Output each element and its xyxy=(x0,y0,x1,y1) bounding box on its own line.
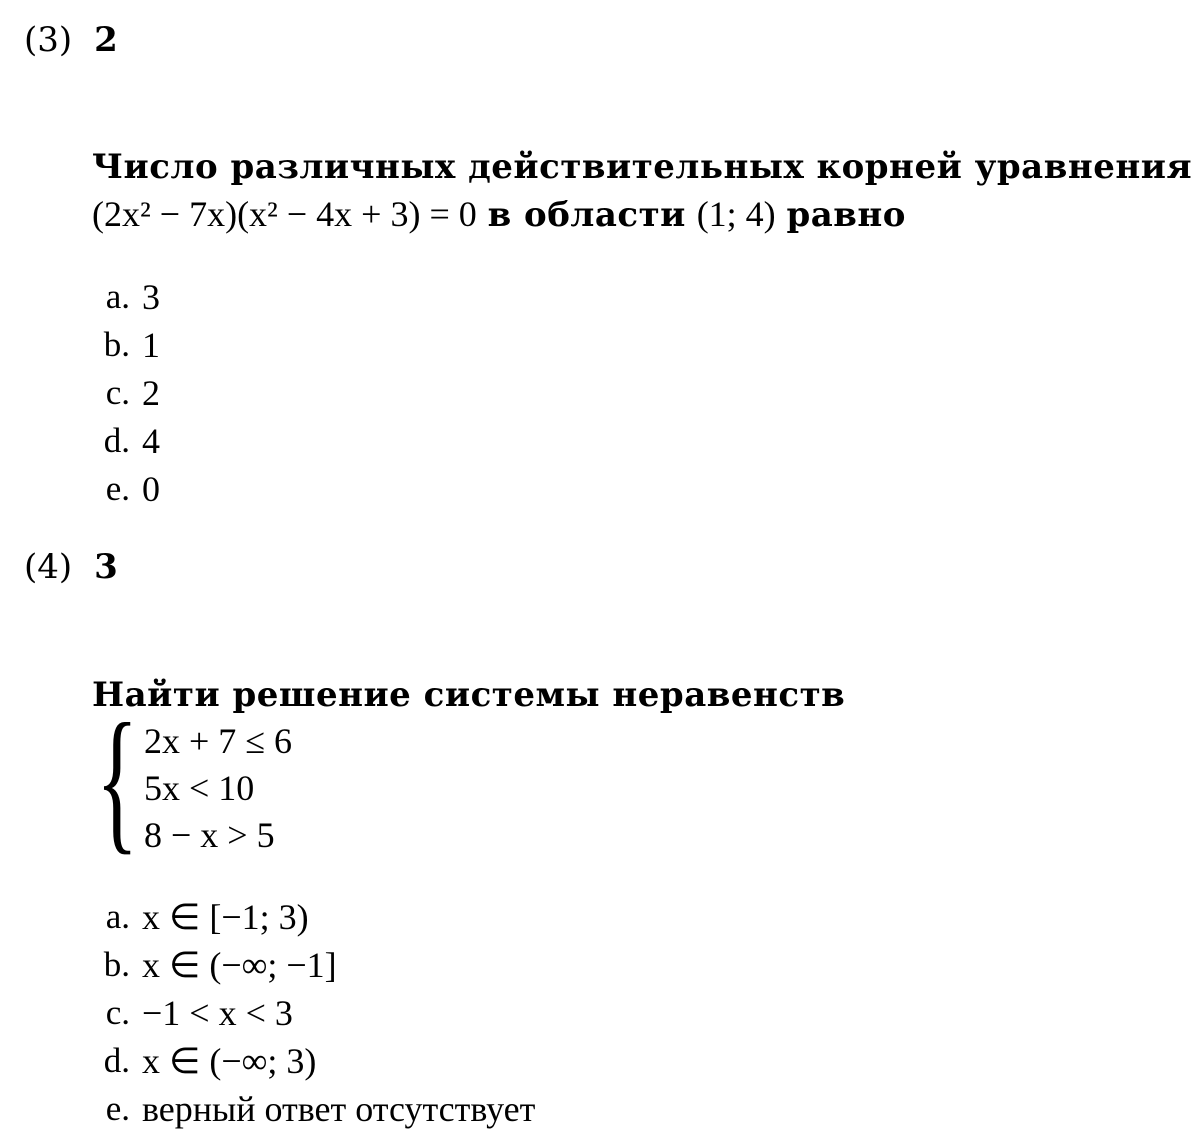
inequality-system xyxy=(96,690,293,868)
question-number: 3 xyxy=(94,547,118,587)
left-brace-icon: { xyxy=(96,690,139,868)
question-3-prompt xyxy=(92,144,1192,239)
option-a[interactable] xyxy=(82,893,535,941)
option-d[interactable] xyxy=(82,1037,535,1085)
option-d[interactable] xyxy=(82,417,160,465)
option-e[interactable] xyxy=(82,465,160,513)
option-value: x ∈ (−∞; −1] xyxy=(142,945,337,985)
option-e[interactable] xyxy=(82,1085,535,1133)
option-value: x ∈ [−1; 3) xyxy=(142,897,309,937)
option-label: a. xyxy=(105,277,130,316)
inequality-2: 5x < 10 xyxy=(144,768,255,808)
option-label: d. xyxy=(103,1041,130,1080)
option-value: 0 xyxy=(142,469,160,509)
question-4-prompt xyxy=(92,672,845,719)
question-4-options xyxy=(82,893,535,1133)
prompt-mid: в области xyxy=(487,195,686,235)
option-label: c. xyxy=(105,993,130,1032)
option-value: 1 xyxy=(142,325,160,365)
option-c[interactable] xyxy=(82,369,160,417)
question-number: 2 xyxy=(94,20,118,60)
option-label: e. xyxy=(105,469,130,508)
question-3-options xyxy=(82,273,160,513)
option-value: 3 xyxy=(142,277,160,317)
question-index: (3) xyxy=(24,20,73,60)
option-label: d. xyxy=(103,421,130,460)
option-value: 2 xyxy=(142,373,160,413)
prompt-end: равно xyxy=(786,195,906,235)
inequality-1: 2x + 7 ≤ 6 xyxy=(144,721,293,761)
option-label: c. xyxy=(105,373,130,412)
inequality-3: 8 − x > 5 xyxy=(144,815,275,855)
option-a[interactable] xyxy=(82,273,160,321)
interval: (1; 4) xyxy=(696,194,776,234)
option-value: x ∈ (−∞; 3) xyxy=(142,1041,317,1081)
option-value: 4 xyxy=(142,421,160,461)
prompt-line-1: Найти решение системы неравенств xyxy=(92,675,846,715)
question-4-header xyxy=(24,547,118,587)
option-label: b. xyxy=(103,325,130,364)
equation: (2x² − 7x)(x² − 4x + 3) = 0 xyxy=(92,194,477,234)
option-label: e. xyxy=(105,1089,130,1128)
question-index: (4) xyxy=(24,547,73,587)
option-b[interactable] xyxy=(82,941,535,989)
option-label: a. xyxy=(105,897,130,936)
option-label: b. xyxy=(103,945,130,984)
prompt-line-1: Число различных действительных корней уравнения xyxy=(92,147,1193,187)
option-c[interactable] xyxy=(82,989,535,1037)
option-b[interactable] xyxy=(82,321,160,369)
option-value: верный ответ отсутствует xyxy=(142,1089,536,1129)
option-value: −1 < x < 3 xyxy=(142,993,293,1033)
question-3-header xyxy=(24,20,118,60)
